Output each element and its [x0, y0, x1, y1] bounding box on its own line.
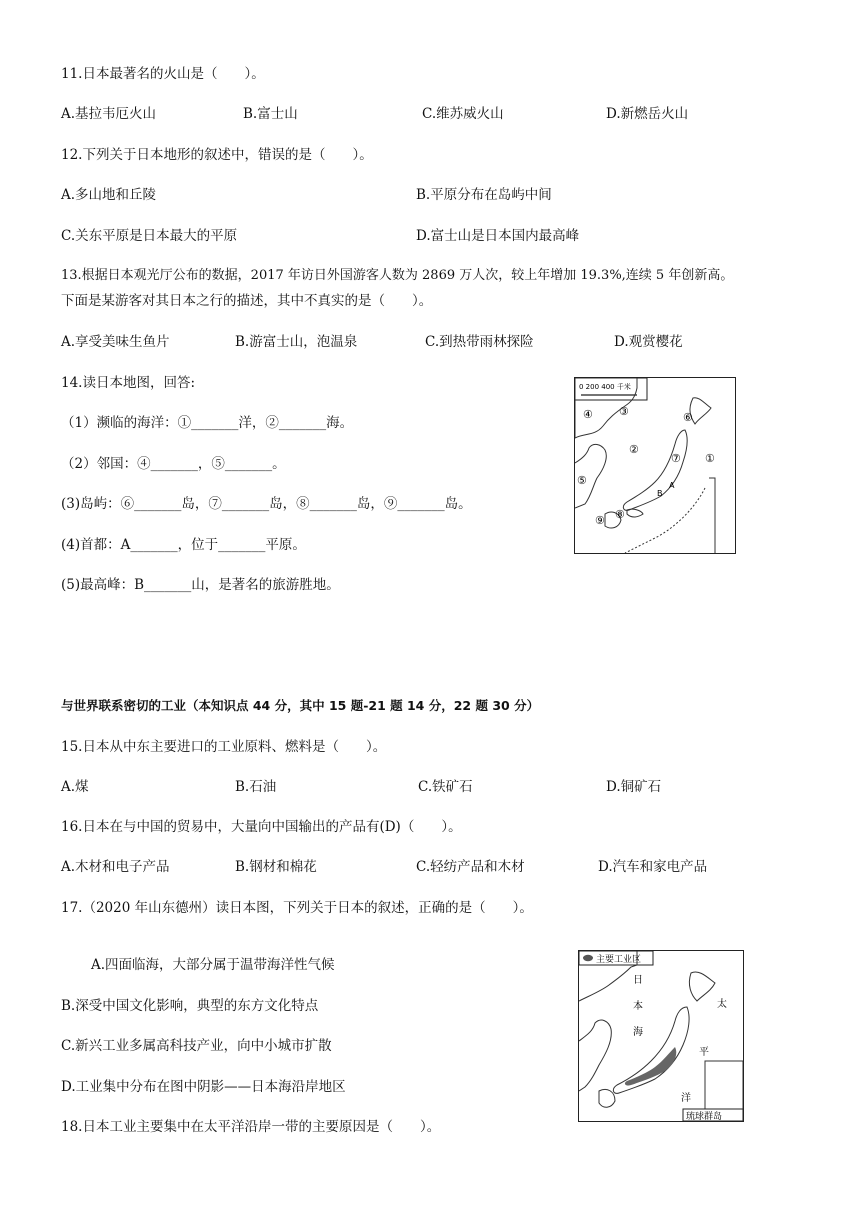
- q11-option-a: A.基拉韦厄火山: [61, 106, 157, 122]
- q15-option-b: B.石油: [235, 779, 277, 795]
- q14-part-3: (3)岛屿：⑥_______岛，⑦_______岛，⑧_______岛，⑨_______岛。: [61, 496, 472, 512]
- ryukyu-border: [709, 478, 715, 553]
- section-heading: 与世界联系密切的工业（本知识点 44 分，其中 15 题-21 题 14 分，22 题 30 分）: [61, 698, 540, 713]
- q12-option-c: C.关东平原是日本最大的平原: [61, 228, 238, 244]
- label-ben: 本: [633, 1001, 643, 1012]
- marker-3: ③: [619, 405, 629, 418]
- marker-5: ⑤: [577, 474, 587, 487]
- q11-option-c: C.维苏威火山: [422, 106, 504, 122]
- label-yang: 洋: [681, 1093, 691, 1104]
- marker-4: ④: [583, 408, 593, 421]
- q14-part-4: (4)首都：A_______，位于_______平原。: [61, 537, 306, 553]
- inset-box: [705, 1061, 743, 1111]
- label-ping: 平: [699, 1047, 709, 1058]
- q17-option-d: D.工业集中分布在图中阴影——日本海沿岸地区: [61, 1079, 346, 1095]
- q13-option-d: D.观赏樱花: [614, 334, 683, 350]
- label-hai: 海: [633, 1027, 643, 1038]
- q12-stem: 12.下列关于日本地形的叙述中，错误的是（ ）。: [61, 147, 373, 163]
- q18-stem: 18.日本工业主要集中在太平洋沿岸一带的主要原因是（ ）。: [61, 1119, 441, 1135]
- q11-option-d: D.新燃岳火山: [606, 106, 689, 122]
- marker-a: A: [669, 481, 675, 490]
- marker-7: ⑦: [671, 452, 681, 465]
- industry-map-svg: [579, 951, 743, 1121]
- q16-option-c: C.轻纺产品和木材: [416, 859, 525, 875]
- honshu-shape-2: [613, 1007, 689, 1093]
- shikoku-shape: [627, 509, 643, 517]
- q13-option-b: B.游富士山，泡温泉: [235, 334, 358, 350]
- q14-stem: 14.读日本地图，回答:: [61, 375, 196, 391]
- q13-stem-line1: 13.根据日本观光厅公布的数据，2017 年访日外国游客人数为 2869 万人次，较上年增加 19.3%,连续 5 年创新高。: [61, 268, 734, 283]
- q13-stem-line2: 下面是某游客对其日本之行的描述，其中不真实的是（ ）。: [61, 293, 433, 309]
- q16-stem: 16.日本在与中国的贸易中，大量向中国输出的产品有(D)（ ）。: [61, 819, 462, 835]
- japan-map-svg: [575, 378, 735, 553]
- q16-option-a: A.木材和电子产品: [61, 859, 170, 875]
- korea-coast-2: [579, 1020, 611, 1091]
- q12-option-a: A.多山地和丘陵: [61, 187, 157, 203]
- q16-option-d: D.汽车和家电产品: [598, 859, 708, 875]
- q17-option-a: A.四面临海，大部分属于温带海洋性气候: [91, 957, 335, 973]
- q13-option-a: A.享受美味生鱼片: [61, 334, 170, 350]
- industrial-belt: [625, 1047, 676, 1086]
- q15-stem: 15.日本从中东主要进口的工业原料、燃料是（ ）。: [61, 739, 387, 755]
- kyushu-shape-2: [599, 1089, 615, 1107]
- japan-map-figure: [574, 377, 736, 554]
- q17-stem: 17.（2020 年山东德州）读日本图，下列关于日本的叙述，正确的是（ ）。: [61, 900, 533, 916]
- label-ri: 日: [633, 975, 643, 986]
- scale-label: 0 200 400 千米: [579, 383, 631, 391]
- marker-b: B: [657, 489, 663, 498]
- q14-part-2: （2）邻国：④_______，⑤_______。: [61, 456, 286, 472]
- q12-option-b: B.平原分布在岛屿中间: [416, 187, 552, 203]
- hokkaido-shape: [690, 398, 711, 424]
- q17-option-b: B.深受中国文化影响，典型的东方文化特点: [61, 998, 319, 1014]
- industry-map-figure: [578, 950, 744, 1122]
- q15-option-a: A.煤: [61, 779, 89, 795]
- q17-option-c: C.新兴工业多属高科技产业，向中小城市扩散: [61, 1038, 332, 1054]
- marker-1: ①: [705, 452, 715, 465]
- legend-swatch: [583, 955, 593, 961]
- marker-9: ⑨: [595, 514, 605, 527]
- q14-part-5: (5)最高峰：B_______山，是著名的旅游胜地。: [61, 577, 340, 593]
- q16-option-b: B.钢材和棉花: [235, 859, 317, 875]
- marker-2: ②: [629, 443, 639, 456]
- q11-stem: 11.日本最著名的火山是（ ）。: [61, 66, 265, 82]
- q13-option-c: C.到热带雨林探险: [425, 334, 534, 350]
- label-tai: 太: [717, 999, 727, 1010]
- marker-8: ⑧: [615, 508, 625, 521]
- q12-option-d: D.富士山是日本国内最高峰: [416, 228, 580, 244]
- q15-option-d: D.铜矿石: [606, 779, 662, 795]
- hokkaido-shape-2: [689, 972, 715, 1001]
- marker-6: ⑥: [683, 411, 693, 424]
- inset-label: 琉球群岛: [686, 1112, 723, 1121]
- dashed-boundary: [625, 488, 705, 553]
- q15-option-c: C.铁矿石: [418, 779, 473, 795]
- legend-label: 主要工业区: [596, 955, 642, 965]
- q11-option-b: B.富士山: [243, 106, 298, 122]
- q14-part-1: （1）濒临的海洋：①_______洋，②_______海。: [61, 415, 354, 431]
